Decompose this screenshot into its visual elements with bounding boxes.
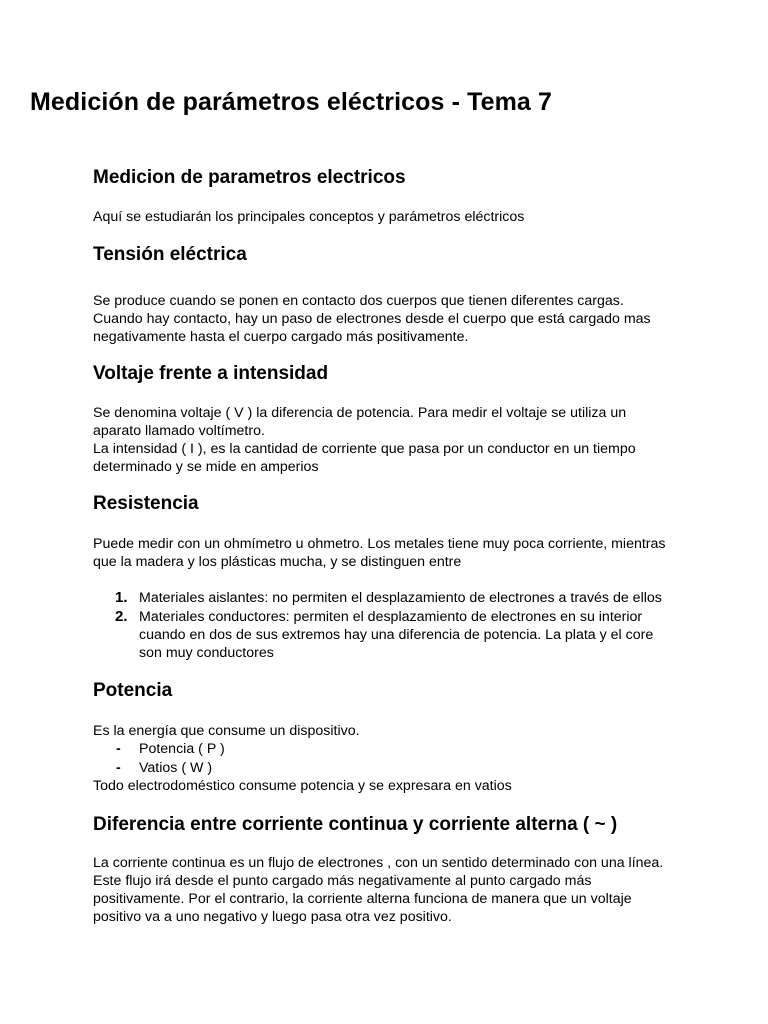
paragraph bbox=[93, 404, 636, 476]
paragraph-line: Aquí se estudiarán los principales conceptos y parámetros eléctricos bbox=[93, 209, 525, 225]
list-item-line: cuando en dos de sus extremos hay una diferencia de potencia. La plata y el core bbox=[139, 627, 654, 643]
list-item-line: Potencia ( P ) bbox=[139, 741, 225, 757]
paragraph bbox=[93, 722, 360, 740]
section-heading: Resistencia bbox=[93, 493, 199, 514]
paragraph bbox=[93, 854, 663, 926]
section-heading: Potencia bbox=[93, 680, 173, 701]
paragraph-line: negativamente hasta el cuerpo cargado más positivamente. bbox=[93, 329, 469, 345]
paragraph-line: determinado y se mide en amperios bbox=[93, 459, 319, 475]
section-heading: Diferencia entre corriente continua y corriente alterna ( ~ ) bbox=[93, 814, 618, 835]
paragraph-line: Este flujo irá desde el punto cargado más negativamente al punto cargado más bbox=[93, 873, 592, 889]
list-number: 1. bbox=[115, 589, 128, 606]
section-heading: Medicion de parametros electricos bbox=[93, 167, 406, 188]
list-item-line: son muy conductores bbox=[139, 645, 274, 661]
document-title: Medición de parámetros eléctricos - Tema 7 bbox=[30, 88, 552, 116]
paragraph-line: La intensidad ( I ), es la cantidad de corriente que pasa por un conductor en un tiempo bbox=[93, 441, 636, 457]
paragraph bbox=[93, 292, 651, 346]
paragraph-line: que la madera y los plásticas mucha, y se distinguen entre bbox=[93, 554, 462, 570]
paragraph-line: aparato llamado voltímetro. bbox=[93, 423, 265, 439]
paragraph-line: positivo va a uno negativo y luego pasa otra vez positivo. bbox=[93, 909, 452, 925]
paragraph-line: Cuando hay contacto, hay un paso de electrones desde el cuerpo que está cargado mas bbox=[93, 311, 651, 327]
paragraph bbox=[93, 535, 666, 571]
section-heading: Voltaje frente a intensidad bbox=[93, 363, 329, 384]
paragraph-line: Todo electrodoméstico consume potencia y se expresara en vatios bbox=[93, 778, 512, 794]
list-item-line: Materiales aislantes: no permiten el desplazamiento de electrones a través de ellos bbox=[139, 590, 662, 606]
list-item-line: Vatios ( W ) bbox=[139, 760, 213, 776]
paragraph-line: positivamente. Por el contrario, la corriente alterna funciona de manera que un voltaje bbox=[93, 891, 632, 907]
paragraph-line: La corriente continua es un flujo de electrones , con un sentido determinado con una línea. bbox=[93, 855, 664, 871]
paragraph bbox=[93, 208, 524, 226]
list-bullet: - bbox=[116, 760, 121, 776]
paragraph-line: Es la energía que consume un dispositivo. bbox=[93, 723, 360, 739]
list-item-line: Materiales conductores: permiten el desplazamiento de electrones en su interior bbox=[139, 609, 643, 625]
paragraph-line: Se denomina voltaje ( V ) la diferencia de potencia. Para medir el voltaje se utiliza un bbox=[93, 405, 627, 421]
list-number: 2. bbox=[115, 608, 128, 625]
section-heading: Tensión eléctrica bbox=[93, 244, 247, 265]
paragraph-line: Se produce cuando se ponen en contacto dos cuerpos que tienen diferentes cargas. bbox=[93, 293, 624, 309]
list-bullet: - bbox=[116, 741, 121, 757]
paragraph-line: Puede medir con un ohmímetro u ohmetro. Los metales tiene muy poca corriente, mientras bbox=[93, 536, 666, 552]
paragraph bbox=[93, 777, 512, 795]
